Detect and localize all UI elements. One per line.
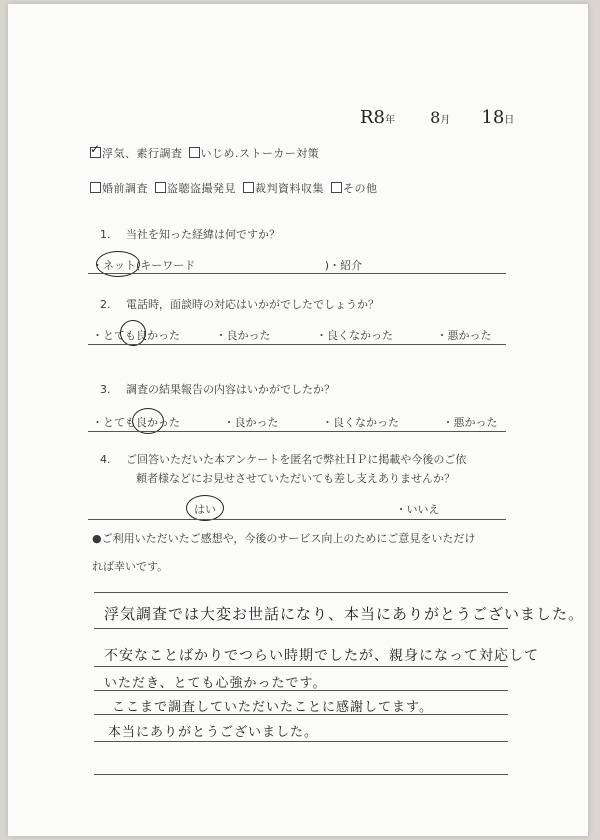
comment-rule — [94, 592, 508, 593]
answer-line — [88, 519, 506, 520]
checkbox-bullying[interactable] — [189, 147, 200, 158]
comment-line-4: ここまで調査していただいたことに感謝してます。 — [112, 700, 433, 715]
survey-sheet — [8, 4, 588, 836]
answer-line — [88, 344, 506, 345]
category-label: 盗聴盗撮発見 — [167, 182, 236, 195]
comment-rule — [94, 774, 508, 775]
comment-line-2: 不安なことばかりでつらい時期でしたが、親身になって対応して — [104, 648, 539, 664]
comment-line-3: いただき、とても心強かったです。 — [104, 676, 327, 691]
checkbox-adultery[interactable] — [90, 142, 101, 158]
option-bad[interactable]: ・悪かった — [442, 416, 498, 429]
option-good[interactable]: ・良かった — [223, 416, 279, 429]
comment-rule — [94, 714, 508, 715]
option-very-good[interactable]: ・とても良かった — [92, 416, 180, 429]
date-day-unit: 日 — [504, 115, 515, 126]
question-text: 調査の結果報告の内容はいかがでしたか？ — [126, 383, 335, 396]
answer-referral[interactable]: )・紹介 — [324, 259, 363, 272]
category-row-1 — [90, 142, 320, 161]
option-yes[interactable]: はい — [194, 503, 216, 516]
bullet: ・ — [92, 259, 103, 272]
question-2-options — [92, 327, 492, 343]
comments-prompt — [92, 525, 475, 581]
comment-rule — [94, 741, 508, 742]
question-number: 2. — [100, 298, 111, 311]
question-text: 電話時，面談時の対応はいかがでしたでしょうか？ — [126, 298, 379, 311]
answer-net-circled[interactable]: ネット — [103, 259, 136, 272]
question-1 — [100, 226, 280, 242]
option-bad[interactable]: ・悪かった — [436, 329, 492, 342]
question-number: 1. — [100, 228, 111, 241]
option-not-good[interactable]: ・良くなかった — [316, 329, 393, 342]
category-label: 裁判資料収集 — [255, 182, 324, 195]
date-year-value: R8 — [360, 107, 386, 128]
answer-circle-mark — [186, 495, 224, 521]
checkbox-other[interactable] — [331, 182, 342, 193]
answer-line — [88, 431, 506, 432]
category-label: いじめ.ストーカー対策 — [200, 147, 320, 160]
comments-prompt-line2: れば幸いです。 — [92, 560, 169, 573]
question-3 — [100, 381, 335, 397]
checkbox-wiretap[interactable] — [155, 182, 166, 193]
category-label: 婚前調査 — [102, 182, 148, 195]
question-text: 当社を知った経緯は何ですか？ — [126, 228, 280, 241]
question-2 — [100, 296, 379, 312]
date-month-value: 8 — [430, 108, 441, 127]
question-4 — [100, 450, 466, 488]
question-number: 4. — [100, 453, 111, 466]
question-text-line2: 頼者様などにお見せさせていただいても差し支えありませんか？ — [136, 472, 455, 485]
date-month-unit: 月 — [440, 115, 451, 126]
date-year-unit: 年 — [385, 115, 396, 126]
checkbox-premarital[interactable] — [90, 182, 101, 193]
answer-line — [88, 273, 506, 274]
question-4-options — [194, 501, 440, 517]
date-day-value: 18 — [481, 107, 505, 128]
comments-prompt-line1: ●ご利用いただいたご感想や，今後のサービス向上のためにご意見をいただけ — [92, 532, 476, 545]
category-bullying[interactable] — [189, 147, 320, 160]
option-very-good[interactable]: ・とても良かった — [92, 329, 180, 342]
answer-keyword-label: (キーワード — [136, 259, 196, 272]
category-wiretap[interactable] — [155, 182, 236, 195]
answer-circle-mark — [120, 320, 146, 346]
category-other[interactable] — [331, 182, 378, 195]
comment-rule — [94, 628, 508, 629]
category-premarital[interactable] — [90, 182, 148, 195]
option-good[interactable]: ・良かった — [215, 329, 271, 342]
category-adultery[interactable] — [90, 142, 187, 160]
category-label: 浮気、素行調査 — [102, 147, 183, 160]
comment-line-1: 浮気調査では大変お世話になり、本当にありがとうございました。 — [104, 605, 585, 623]
option-not-good[interactable]: ・良くなかった — [322, 416, 399, 429]
category-label: その他 — [343, 182, 378, 195]
option-no[interactable]: ・いいえ — [395, 503, 440, 516]
date-line — [360, 107, 514, 128]
question-text-line1: ご回答いただいた本アンケートを匿名で弊社ＨＰに掲載や今後のご依 — [126, 453, 467, 466]
comment-line-5: 本当にありがとうございました。 — [108, 725, 319, 740]
comment-rule — [94, 690, 508, 691]
comment-rule — [94, 666, 508, 667]
checkmark-icon: ✓ — [90, 142, 101, 156]
checkbox-court[interactable] — [243, 182, 254, 193]
category-row-2 — [90, 180, 378, 196]
question-number: 3. — [100, 383, 111, 396]
category-court[interactable] — [243, 182, 324, 195]
